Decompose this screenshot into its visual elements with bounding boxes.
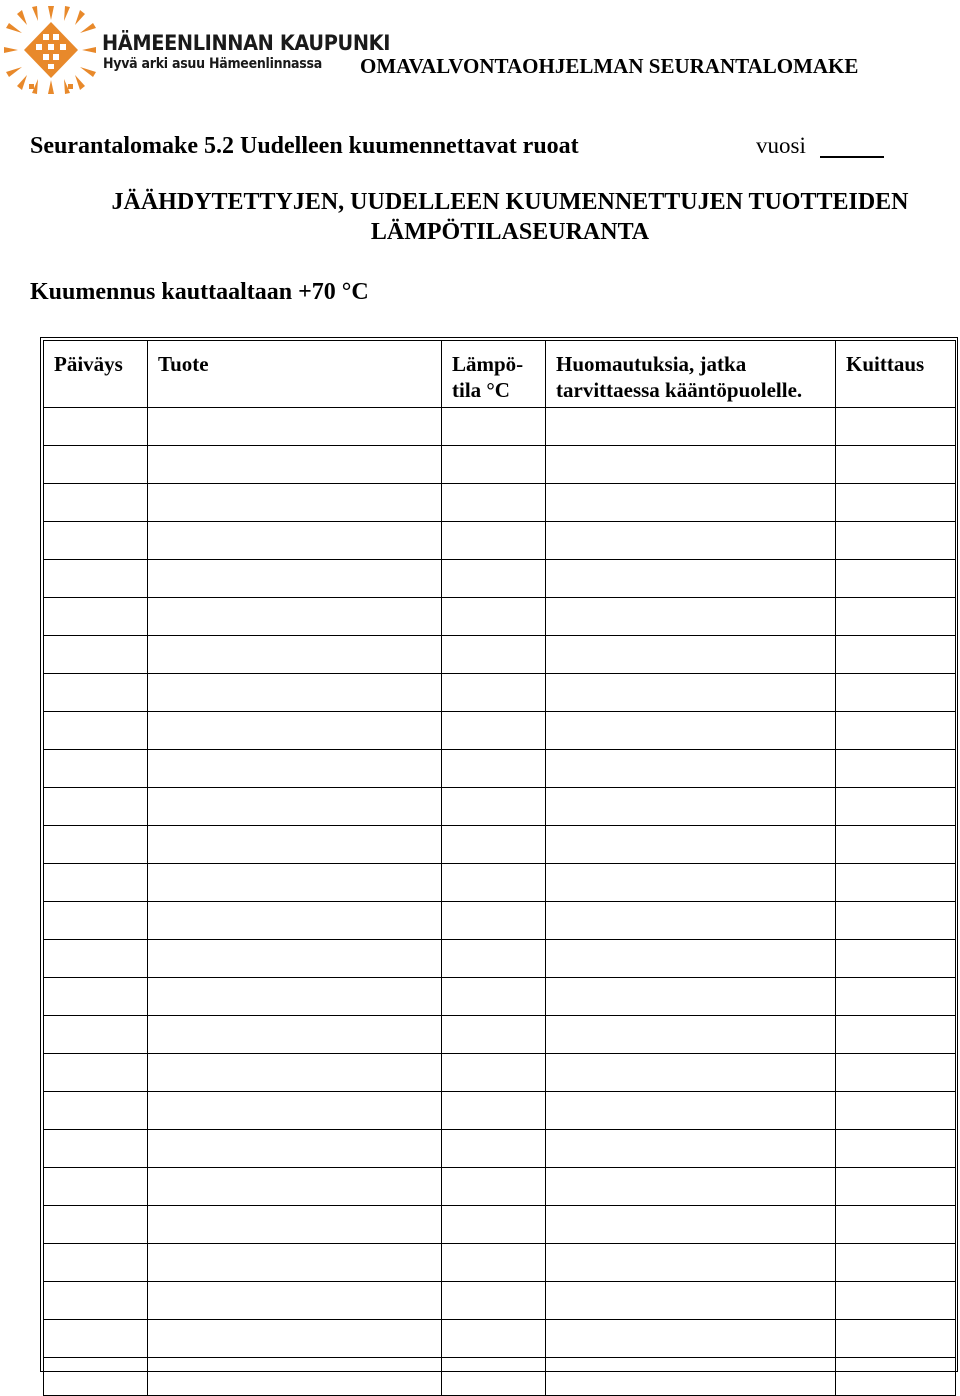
program-title: OMAVALVONTAOHJELMAN SEURANTALOMAKE [360, 54, 859, 78]
column-header-remarks-line2: tarvittaessa kääntöpuolelle. [556, 378, 803, 402]
product-cell[interactable] [148, 1320, 442, 1358]
temperature-cell[interactable] [442, 446, 546, 484]
table-row [44, 750, 956, 788]
product-cell[interactable] [148, 826, 442, 864]
signature-cell[interactable] [836, 446, 956, 484]
table-row [44, 788, 956, 826]
temperature-log-table [43, 340, 956, 1396]
organization-name: HÄMEENLINNAN KAUPUNKI [102, 31, 391, 55]
temperature-cell[interactable] [442, 1244, 546, 1282]
product-cell[interactable] [148, 484, 442, 522]
year-label: vuosi [756, 133, 806, 158]
product-cell[interactable] [148, 1130, 442, 1168]
signature-cell[interactable] [836, 902, 956, 940]
date-cell[interactable] [44, 902, 148, 940]
signature-cell[interactable] [836, 636, 956, 674]
section-heading-line-1: JÄÄHDYTETTYJEN, UUDELLEEN KUUMENNETTUJEN TUOTTEIDEN [111, 189, 909, 215]
table-row [44, 1206, 956, 1244]
temperature-cell[interactable] [442, 1092, 546, 1130]
remarks-cell[interactable] [546, 1016, 836, 1054]
signature-cell[interactable] [836, 864, 956, 902]
table-row [44, 1282, 956, 1320]
temperature-cell[interactable] [442, 408, 546, 446]
signature-cell[interactable] [836, 1206, 956, 1244]
signature-cell[interactable] [836, 1282, 956, 1320]
product-cell[interactable] [148, 1016, 442, 1054]
signature-cell[interactable] [836, 560, 956, 598]
signature-cell[interactable] [836, 1130, 956, 1168]
temperature-cell[interactable] [442, 674, 546, 712]
date-cell[interactable] [44, 1206, 148, 1244]
table-row [44, 1358, 956, 1396]
date-cell[interactable] [44, 674, 148, 712]
signature-cell[interactable] [836, 826, 956, 864]
date-cell[interactable] [44, 940, 148, 978]
remarks-cell[interactable] [546, 826, 836, 864]
heating-instruction: Kuumennus kauttaaltaan +70 °C [30, 279, 369, 305]
temperature-cell[interactable] [442, 940, 546, 978]
product-cell[interactable] [148, 1168, 442, 1206]
date-cell[interactable] [44, 978, 148, 1016]
product-cell[interactable] [148, 902, 442, 940]
table-row [44, 408, 956, 446]
table-row [44, 598, 956, 636]
date-cell[interactable] [44, 864, 148, 902]
column-header-remarks [546, 341, 836, 408]
column-header-signature-label: Kuittaus [846, 352, 925, 376]
section-heading-line-2: LÄMPÖTILASEURANTA [370, 219, 650, 245]
temperature-cell[interactable] [442, 484, 546, 522]
temperature-cell[interactable] [442, 522, 546, 560]
date-cell[interactable] [44, 826, 148, 864]
remarks-cell[interactable] [546, 674, 836, 712]
date-cell[interactable] [44, 1054, 148, 1092]
product-cell[interactable] [148, 1358, 442, 1396]
table-row [44, 1168, 956, 1206]
remarks-cell[interactable] [546, 1054, 836, 1092]
column-header-signature [836, 341, 956, 408]
remarks-cell[interactable] [546, 712, 836, 750]
signature-cell[interactable] [836, 1168, 956, 1206]
date-cell[interactable] [44, 522, 148, 560]
date-cell[interactable] [44, 1168, 148, 1206]
date-cell[interactable] [44, 1130, 148, 1168]
product-cell[interactable] [148, 446, 442, 484]
signature-cell[interactable] [836, 598, 956, 636]
date-cell[interactable] [44, 446, 148, 484]
signature-cell[interactable] [836, 978, 956, 1016]
date-cell[interactable] [44, 1244, 148, 1282]
hameenlinna-logo-icon [2, 4, 98, 96]
table-row [44, 1320, 956, 1358]
table-row [44, 712, 956, 750]
remarks-cell[interactable] [546, 864, 836, 902]
table-row [44, 522, 956, 560]
table-row [44, 674, 956, 712]
product-cell[interactable] [148, 674, 442, 712]
date-cell[interactable] [44, 1092, 148, 1130]
product-cell[interactable] [148, 1282, 442, 1320]
column-header-product [148, 341, 442, 408]
table-row [44, 902, 956, 940]
signature-cell[interactable] [836, 408, 956, 446]
signature-cell[interactable] [836, 940, 956, 978]
form-title: Seurantalomake 5.2 Uudelleen kuumennettavat ruoat [30, 133, 579, 159]
table-row [44, 940, 956, 978]
table-row [44, 1054, 956, 1092]
date-cell[interactable] [44, 788, 148, 826]
remarks-cell[interactable] [546, 940, 836, 978]
table-row [44, 1244, 956, 1282]
temperature-cell[interactable] [442, 902, 546, 940]
product-cell[interactable] [148, 978, 442, 1016]
remarks-cell[interactable] [546, 1130, 836, 1168]
signature-cell[interactable] [836, 1244, 956, 1282]
date-cell[interactable] [44, 560, 148, 598]
remarks-cell[interactable] [546, 788, 836, 826]
temperature-cell[interactable] [442, 712, 546, 750]
remarks-cell[interactable] [546, 446, 836, 484]
signature-cell[interactable] [836, 484, 956, 522]
signature-cell[interactable] [836, 750, 956, 788]
table-body [44, 408, 956, 1396]
temperature-cell[interactable] [442, 1130, 546, 1168]
remarks-cell[interactable] [546, 978, 836, 1016]
organization-slogan: Hyvä arki asuu Hämeenlinnassa [103, 56, 322, 72]
date-cell[interactable] [44, 636, 148, 674]
product-cell[interactable] [148, 522, 442, 560]
signature-cell[interactable] [836, 1016, 956, 1054]
remarks-cell[interactable] [546, 1206, 836, 1244]
date-cell[interactable] [44, 408, 148, 446]
temperature-cell[interactable] [442, 826, 546, 864]
remarks-cell[interactable] [546, 750, 836, 788]
date-cell[interactable] [44, 1320, 148, 1358]
temperature-cell[interactable] [442, 1168, 546, 1206]
date-cell[interactable] [44, 598, 148, 636]
date-cell[interactable] [44, 750, 148, 788]
product-cell[interactable] [148, 1206, 442, 1244]
temperature-cell[interactable] [442, 1016, 546, 1054]
date-cell[interactable] [44, 1358, 148, 1396]
temperature-cell[interactable] [442, 1282, 546, 1320]
remarks-cell[interactable] [546, 560, 836, 598]
temperature-cell[interactable] [442, 636, 546, 674]
remarks-cell[interactable] [546, 408, 836, 446]
table-header-row [44, 341, 956, 408]
table-row [44, 1130, 956, 1168]
product-cell[interactable] [148, 1092, 442, 1130]
table-row [44, 560, 956, 598]
table-row [44, 826, 956, 864]
product-cell[interactable] [148, 712, 442, 750]
temperature-cell[interactable] [442, 788, 546, 826]
remarks-cell[interactable] [546, 1092, 836, 1130]
product-cell[interactable] [148, 940, 442, 978]
signature-cell[interactable] [836, 1054, 956, 1092]
table-row [44, 1016, 956, 1054]
temperature-cell[interactable] [442, 598, 546, 636]
temperature-cell[interactable] [442, 1054, 546, 1092]
column-header-remarks-line1: Huomautuksia, jatka [556, 352, 747, 376]
table-row [44, 636, 956, 674]
product-cell[interactable] [148, 788, 442, 826]
column-header-temperature [442, 341, 546, 408]
product-cell[interactable] [148, 1054, 442, 1092]
product-cell[interactable] [148, 864, 442, 902]
product-cell[interactable] [148, 408, 442, 446]
remarks-cell[interactable] [546, 1244, 836, 1282]
column-header-temperature-line2: tila °C [452, 378, 510, 402]
product-cell[interactable] [148, 560, 442, 598]
signature-cell[interactable] [836, 674, 956, 712]
date-cell[interactable] [44, 484, 148, 522]
date-cell[interactable] [44, 712, 148, 750]
remarks-cell[interactable] [546, 484, 836, 522]
product-cell[interactable] [148, 750, 442, 788]
remarks-cell[interactable] [546, 636, 836, 674]
temperature-cell[interactable] [442, 750, 546, 788]
temperature-cell[interactable] [442, 1206, 546, 1244]
signature-cell[interactable] [836, 788, 956, 826]
product-cell[interactable] [148, 636, 442, 674]
signature-cell[interactable] [836, 1092, 956, 1130]
signature-cell[interactable] [836, 1358, 956, 1396]
remarks-cell[interactable] [546, 1168, 836, 1206]
signature-cell[interactable] [836, 522, 956, 560]
column-header-product-label: Tuote [158, 352, 209, 376]
table-row [44, 1092, 956, 1130]
column-header-date [44, 341, 148, 408]
year-input-line[interactable] [820, 156, 884, 158]
temperature-cell[interactable] [442, 1358, 546, 1396]
table-row [44, 484, 956, 522]
remarks-cell[interactable] [546, 1282, 836, 1320]
table-row [44, 446, 956, 484]
remarks-cell[interactable] [546, 522, 836, 560]
column-header-temperature-line1: Lämpö- [452, 352, 524, 376]
table-row [44, 864, 956, 902]
signature-cell[interactable] [836, 1320, 956, 1358]
temperature-cell[interactable] [442, 978, 546, 1016]
date-cell[interactable] [44, 1016, 148, 1054]
temperature-cell[interactable] [442, 864, 546, 902]
remarks-cell[interactable] [546, 1320, 836, 1358]
signature-cell[interactable] [836, 712, 956, 750]
table-row [44, 978, 956, 1016]
remarks-cell[interactable] [546, 1358, 836, 1396]
date-cell[interactable] [44, 1282, 148, 1320]
product-cell[interactable] [148, 1244, 442, 1282]
column-header-date-label: Päiväys [54, 352, 123, 376]
product-cell[interactable] [148, 598, 442, 636]
temperature-cell[interactable] [442, 1320, 546, 1358]
remarks-cell[interactable] [546, 902, 836, 940]
remarks-cell[interactable] [546, 598, 836, 636]
temperature-cell[interactable] [442, 560, 546, 598]
